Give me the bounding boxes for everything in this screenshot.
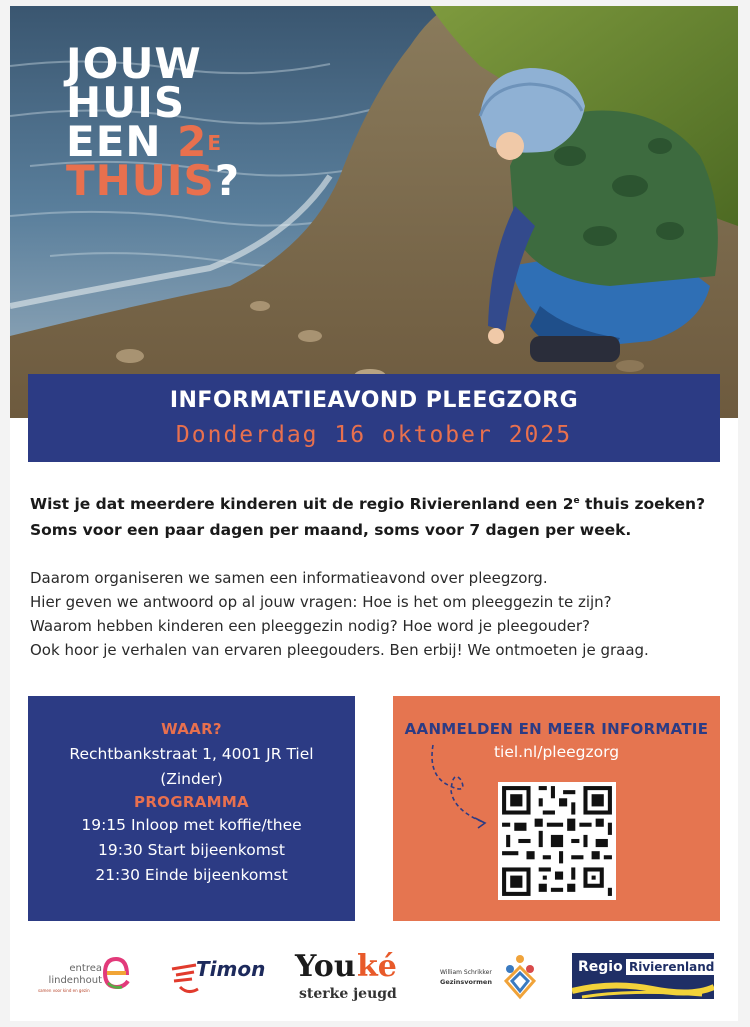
youke-tagline: sterke jeugd [299,986,397,1002]
youke-ke: ké [357,949,397,984]
where-program-box [28,696,355,921]
flyer [10,6,738,1021]
logo-youke [295,949,410,1005]
where-heading: WAAR? [161,720,222,738]
intro-paragraph [30,566,730,662]
intro-bold-line1-start: Wist je dat meerdere kinderen uit de regio Rivierenland een 2 [30,495,574,514]
ws-line1: William Schrikker [440,969,492,976]
entrea-text: entrea [69,963,102,974]
event-banner [28,374,720,462]
rivierenland-word: Rivierenland [626,959,717,975]
intro-bold-line2: Soms voor een paar dagen per maand, soms voor 7 dagen per week. [30,521,632,540]
entrea-e-icon [102,953,132,993]
hero-title-sup: E [207,131,223,155]
partner-logos [10,941,738,1011]
lindenhout-text: lindenhout [48,975,102,986]
program-item: 21:30 Einde bijeenkomst [95,866,288,884]
hero-title-thuis: THUIS [66,156,215,205]
hero-title-een: EEN [66,117,162,166]
signup-url[interactable]: tiel.nl/pleegzorg [493,743,620,761]
hero-title-line2: HUIS [66,78,186,127]
hero-title-line1: JOUW [66,39,202,88]
logo-william-schrikker [440,953,550,1003]
hero-photo [10,6,738,418]
program-heading: PROGRAMMA [134,793,249,811]
youke-you: You [295,949,356,984]
program-item: 19:15 Inloop met koffie/thee [81,816,302,834]
intro-bold-line1-end: thuis zoeken? [579,495,706,514]
hero-title-line4 [66,156,241,205]
event-date: Donderdag 16 oktober 2025 [175,422,573,448]
intro-bold-line1-sup: e [573,496,580,506]
qr-code[interactable] [498,782,616,900]
address-line1: Rechtbankstraat 1, 4001 JR Tiel [69,745,314,763]
ws-figures-icon [502,953,538,1001]
regio-word: Regio [578,959,623,975]
hero-title [66,39,241,205]
signup-heading: AANMELDEN EN MEER INFORMATIE [404,720,709,738]
timon-text: Timon [196,957,266,981]
address-line2: (Zinder) [160,770,223,788]
logo-entrea-lindenhout [38,951,133,1001]
intro-line: Waarom hebben kinderen een pleeggezin nodig? Hoe word je pleegouder? [30,617,590,635]
ws-line2: Gezinsvormen [440,978,492,986]
event-title: INFORMATIEAVOND PLEEGZORG [169,388,579,413]
intro-bold-line1 [30,488,730,517]
intro-line: Ook hoor je verhalen van ervaren pleegouders. Ben erbij! We ontmoeten je graag. [30,641,649,659]
signup-box [393,696,720,921]
logo-regio-rivierenland [572,953,714,999]
dashed-arrow-icon [423,740,493,830]
entrea-tagline: samen voor kind en gezin [38,988,90,993]
hero-title-question: ? [214,156,241,205]
intro-line: Daarom organiseren we samen een informatieavond over pleegzorg. [30,569,548,587]
logo-timon [170,955,270,1001]
intro-line: Hier geven we antwoord op al jouw vragen: Hoe is het om pleeggezin te zijn? [30,593,612,611]
intro-bold-text [30,488,730,543]
program-item: 19:30 Start bijeenkomst [98,841,285,859]
hero-title-two: 2 [177,117,208,166]
regio-river-icon [572,979,714,999]
